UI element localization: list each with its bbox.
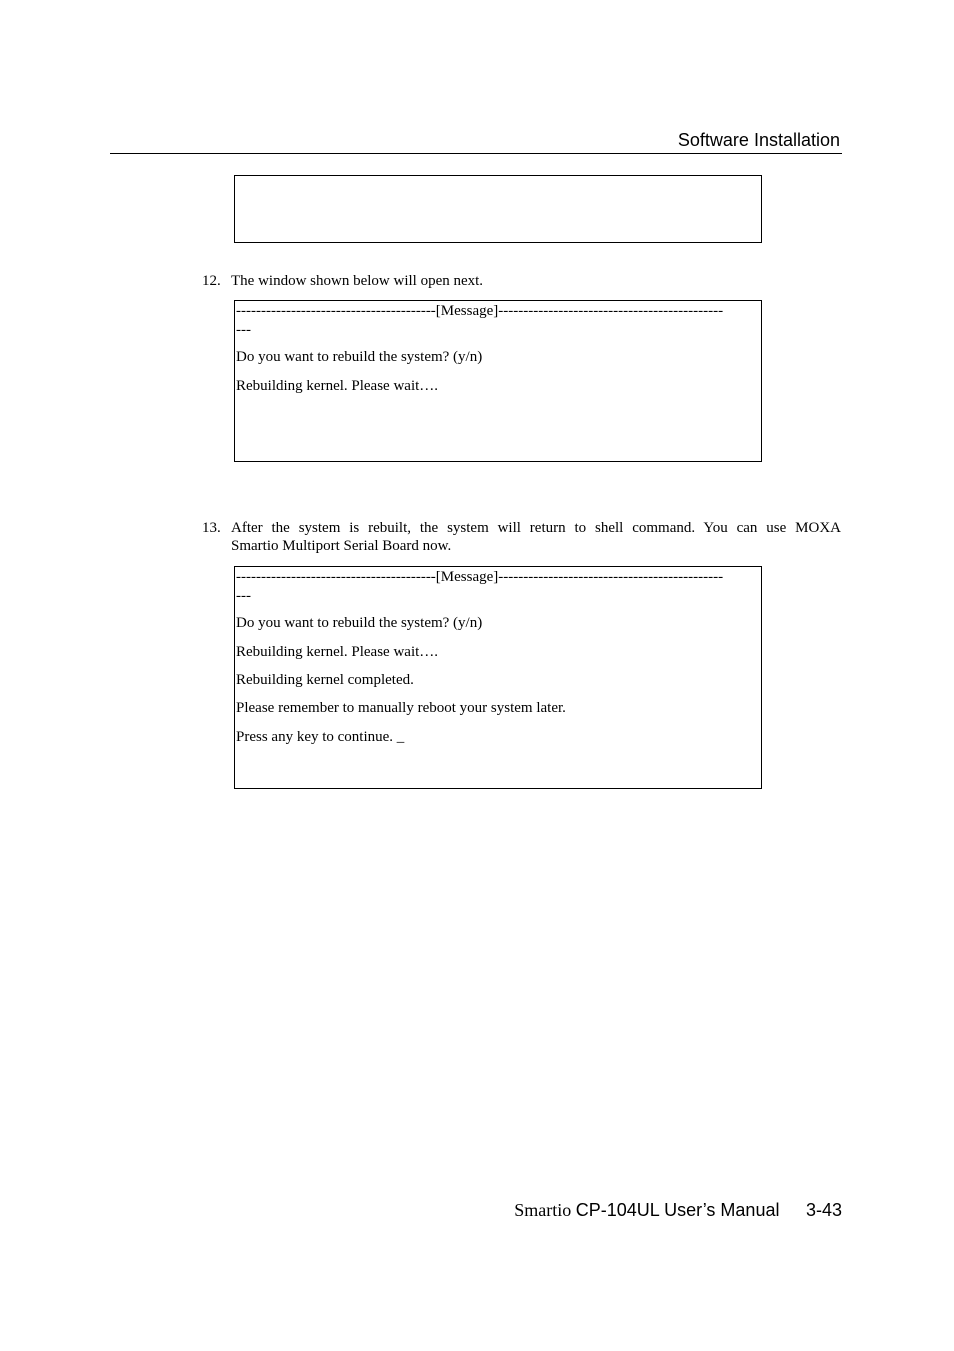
message-line: Rebuilding kernel completed. [236,672,414,688]
message-line: Rebuilding kernel. Please wait…. [236,644,439,660]
message-line: Do you want to rebuild the system? (y/n) [236,615,483,631]
empty-screen-box [234,175,762,243]
page-footer [514,1199,842,1221]
step-text [231,519,841,555]
step-number: 13. [202,520,221,536]
message-rule-cont: --- [236,588,251,604]
message-rule-cont: --- [236,322,251,338]
page-number: 3-43 [805,1200,842,1220]
step-13 [202,519,842,557]
page-header [110,129,842,154]
section-title: Software Installation [677,130,840,150]
step-text-line: Smartio Multiport Serial Board now. [231,538,452,554]
step-text-line: After the system is rebuilt, the system will return to shell command. You can use MOXA [231,520,841,536]
message-box-1 [234,300,762,462]
message-line: Rebuilding kernel. Please wait…. [236,378,439,394]
footer-product: CP-104UL User’s Manual [575,1200,780,1220]
step-text: The window shown below will open next. [231,273,484,289]
footer-brand: Smartio [514,1200,572,1220]
message-line: Do you want to rebuild the system? (y/n) [236,349,483,365]
message-line: Press any key to continue. _ [236,729,405,745]
message-line: Please remember to manually reboot your system later. [236,700,566,716]
message-box-2 [234,566,762,789]
message-rule: ----------------------------------------[Message]--------------------------------------------- [236,569,724,585]
step-number: 12. [202,273,221,289]
message-rule: ----------------------------------------[Message]--------------------------------------------- [236,303,724,319]
step-12 [202,272,842,290]
